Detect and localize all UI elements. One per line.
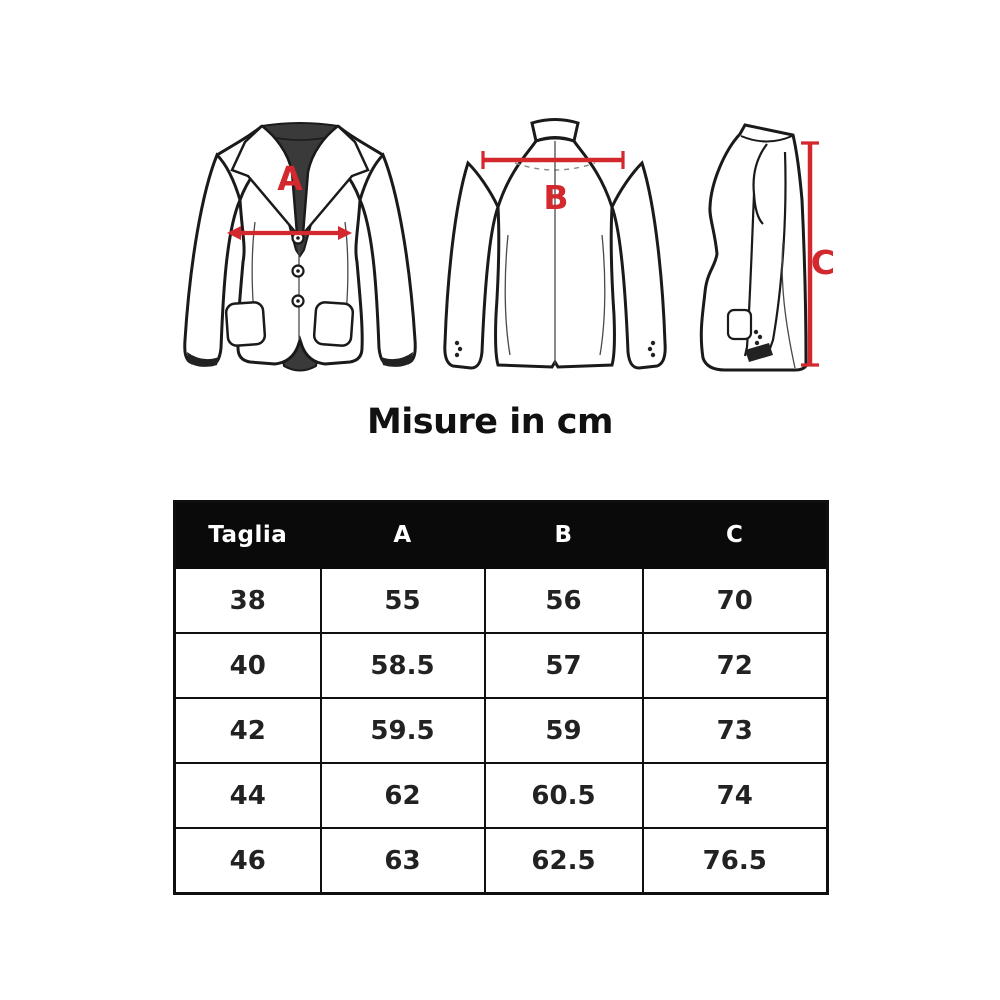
size-cell: 57: [485, 633, 643, 698]
size-row-46: [175, 828, 828, 894]
size-cell: 74: [643, 763, 828, 828]
size-cell: 56: [485, 568, 643, 633]
front-right-pocket: [314, 302, 354, 346]
size-row-40: [175, 633, 828, 698]
size-table-container: [173, 500, 826, 895]
size-cell: 46: [175, 828, 321, 894]
size-cell: 73: [643, 698, 828, 763]
back-collar: [532, 120, 578, 142]
size-cell: 59: [485, 698, 643, 763]
size-row-44: [175, 763, 828, 828]
front-left-pocket: [226, 302, 266, 346]
size-cell: 42: [175, 698, 321, 763]
size-cell: 55: [321, 568, 485, 633]
measure-label-c: C: [810, 243, 836, 282]
header-b: B: [485, 502, 643, 569]
front-right-sleeve: [360, 155, 415, 365]
header-taglia: Taglia: [175, 502, 321, 569]
size-cell: 40: [175, 633, 321, 698]
size-cell: 72: [643, 633, 828, 698]
measure-label-b: B: [543, 178, 569, 217]
header-a: A: [321, 502, 485, 569]
size-cell: 60.5: [485, 763, 643, 828]
back-right-sleeve: [612, 163, 665, 368]
size-row-42: [175, 698, 828, 763]
size-cell: 63: [321, 828, 485, 894]
measure-label-a: A: [277, 159, 303, 198]
size-cell: 58.5: [321, 633, 485, 698]
size-row-38: [175, 568, 828, 633]
jacket-back-view-drawing: [440, 115, 670, 390]
size-table-header-row: [175, 502, 828, 569]
header-c: C: [643, 502, 828, 569]
size-cell: 59.5: [321, 698, 485, 763]
size-cell: 38: [175, 568, 321, 633]
side-body: [701, 125, 806, 370]
size-table: [173, 500, 829, 895]
side-pocket: [728, 310, 751, 339]
size-cell: 62.5: [485, 828, 643, 894]
page-title: Misure in cm: [366, 402, 614, 442]
jacket-front-view-drawing: [180, 112, 420, 397]
size-cell: 44: [175, 763, 321, 828]
back-left-sleeve: [445, 163, 498, 368]
size-cell: 70: [643, 568, 828, 633]
size-cell: 62: [321, 763, 485, 828]
size-cell: 76.5: [643, 828, 828, 894]
jacket-side-view-drawing: [695, 122, 840, 402]
